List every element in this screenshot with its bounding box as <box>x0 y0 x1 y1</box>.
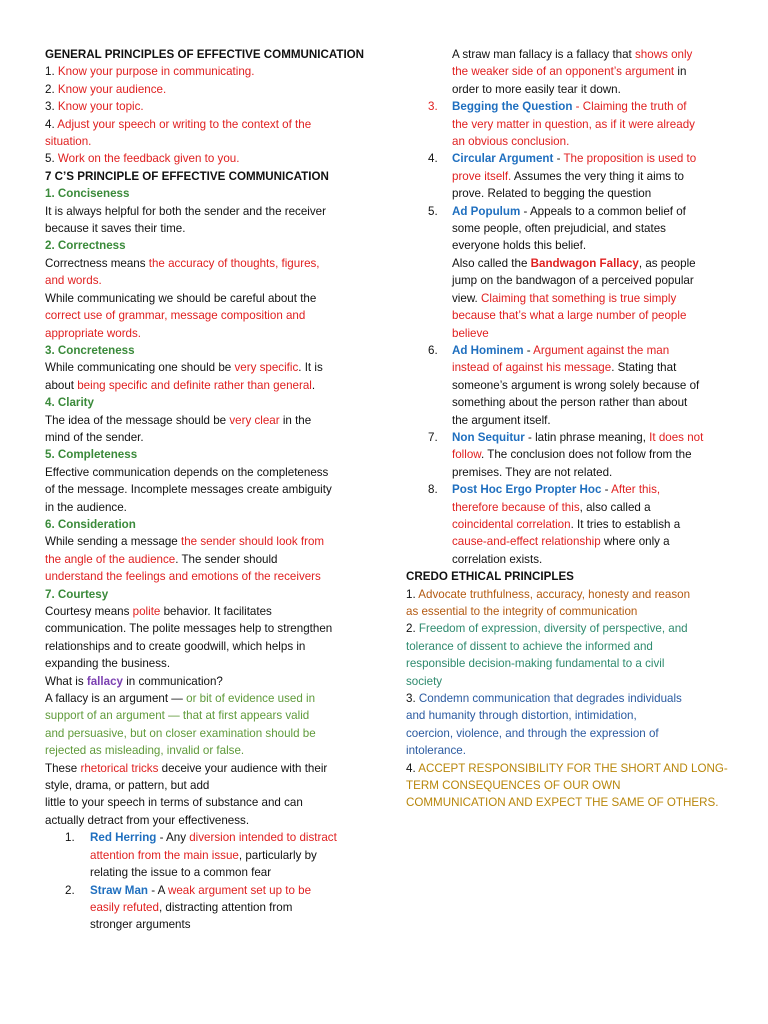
text-run: - A <box>147 883 168 897</box>
paragraph-line <box>452 98 728 115</box>
paragraph-line: mind of the sender. <box>45 430 144 444</box>
paragraph-line <box>452 429 728 446</box>
highlight-text: Claiming that something is true simply <box>481 291 677 305</box>
fallacy-item-non-sequitur <box>406 429 728 481</box>
text-run: What is <box>45 674 87 688</box>
text-run: A straw man fallacy is a fallacy that <box>452 48 635 61</box>
clarity-heading: 4. Clarity <box>45 396 94 410</box>
completeness-heading: 5. Completeness <box>45 448 138 462</box>
highlight-line: and words. <box>45 274 102 288</box>
item-text: Know your topic. <box>57 100 144 114</box>
credo-line: and humanity through distortion, intimidation, <box>406 709 637 723</box>
highlight-line: because that’s what a large number of people <box>452 309 687 323</box>
credo-item-4 <box>406 760 728 777</box>
text-run: , distracting attention from <box>158 900 293 914</box>
fallacy-term: fallacy <box>86 674 123 688</box>
paragraph-line: because it saves their time. <box>45 222 186 236</box>
highlight-line: support of an argument — that at first appears valid <box>45 709 310 723</box>
fallacy-name: Circular Argument <box>452 152 554 166</box>
text-run: - Any <box>156 831 190 845</box>
text-run: in communication? <box>122 674 223 688</box>
credo-heading: CREDO ETHICAL PRINCIPLES <box>406 570 574 584</box>
credo-line: coercion, violence, and through the expression of <box>406 726 659 740</box>
credo-item-1 <box>406 586 728 603</box>
paragraph-line <box>45 255 365 272</box>
text-run: - latin phrase meaning, <box>524 430 650 444</box>
item-number: 1. <box>65 831 75 845</box>
fallacy-item-ad-hominem <box>406 342 728 429</box>
highlight-text: rhetorical tricks <box>80 761 159 775</box>
consideration-heading: 6. Consideration <box>45 517 136 531</box>
paragraph-line: relating the issue to a common fear <box>90 866 272 880</box>
paragraph-line: style, drama, or pattern, but add <box>45 779 210 793</box>
text-run: in the <box>279 413 312 427</box>
credo-text: Freedom of expression, diversity of perspective, and <box>418 622 688 636</box>
highlight-text: Claiming the truth of <box>582 100 687 114</box>
paragraph-line <box>452 359 728 376</box>
paragraph-line: order to more easily tear it down. <box>452 82 621 96</box>
item-text: Know your audience. <box>57 82 167 96</box>
paragraph-line <box>452 255 728 272</box>
paragraph-line <box>452 46 728 63</box>
credo-text: ACCEPT RESPONSIBILITY FOR THE SHORT AND LONG- <box>418 761 728 775</box>
correctness-heading: 2. Correctness <box>45 239 126 253</box>
highlight-line: appropriate words. <box>45 326 142 340</box>
credo-line: as essential to the integrity of communication <box>406 605 638 618</box>
paragraph-line <box>45 359 365 376</box>
text-run: . It is <box>298 361 323 375</box>
item-number: 5. <box>45 152 55 166</box>
paragraph-line: little to your speech in terms of substance and can <box>45 796 303 810</box>
straw-man-continuation <box>406 46 728 98</box>
text-run: The idea of the message should be <box>45 413 230 427</box>
highlight-text: prove itself. <box>452 169 512 183</box>
highlight-text: shows only <box>635 48 693 61</box>
paragraph-line <box>90 829 365 846</box>
highlight-text: attention from the main issue <box>90 848 239 862</box>
fallacy-item-red-herring <box>45 829 365 881</box>
highlight-text: very clear <box>229 413 280 427</box>
seven-cs-heading: 7 C’S PRINCIPLE OF EFFECTIVE COMMUNICATION <box>45 169 329 183</box>
fallacy-item-ad-populum <box>406 203 728 342</box>
text-run: . Stating that <box>611 361 677 375</box>
paragraph-line <box>90 847 365 864</box>
paragraph-line: jump on the bandwagon of a perceived popular <box>452 274 694 288</box>
highlight-line: rejected as misleading, invalid or false. <box>45 744 245 758</box>
credo-item-3 <box>406 690 728 707</box>
courtesy-heading: 7. Courtesy <box>45 587 109 601</box>
highlight-text: polite <box>132 605 161 618</box>
text-run: Assumes the very thing it aims to <box>511 169 684 183</box>
paragraph-line <box>452 290 728 307</box>
paragraph-line <box>90 882 365 899</box>
paragraph-line <box>45 377 365 394</box>
paragraph-line: correlation exists. <box>452 552 543 566</box>
item-number: 1. <box>45 65 55 79</box>
highlight-line: and persuasive, but on closer examination should be <box>45 726 316 740</box>
paragraph-line: of the message. Incomplete messages create ambiguity <box>45 483 332 497</box>
item-number: 3. <box>45 100 55 114</box>
paragraph-line: everyone holds this belief. <box>452 239 587 253</box>
item-number: 2. <box>65 883 75 897</box>
highlight-text: easily refuted <box>90 900 159 914</box>
text-run: - <box>601 483 612 497</box>
paragraph-line: premises. They are not related. <box>452 465 613 479</box>
paragraph-line <box>452 150 728 167</box>
highlight-text: follow <box>452 448 482 462</box>
highlight-text: the angle of the audience <box>45 552 176 566</box>
paragraph-line <box>45 533 365 550</box>
text-run: While communicating one should be <box>45 361 235 375</box>
credo-item-2 <box>406 620 728 637</box>
item-number: 4. <box>45 117 55 131</box>
text-run: . The conclusion does not follow from the <box>481 448 692 462</box>
fallacy-item-straw-man <box>45 882 365 934</box>
text-run: . <box>311 378 316 392</box>
paragraph-line: expanding the business. <box>45 657 171 671</box>
text-run: - <box>572 100 583 114</box>
general-principles-heading: GENERAL PRINCIPLES OF EFFECTIVE COMMUNICATION <box>45 48 365 61</box>
text-run: , particularly by <box>238 848 317 862</box>
general-item-5 <box>45 150 365 167</box>
fallacy-question <box>45 673 365 690</box>
highlight-text: It does not <box>649 430 704 444</box>
credo-text: Condemn communication that degrades individuals <box>418 692 682 706</box>
text-run: A fallacy is an argument — <box>45 692 187 706</box>
paragraph-line <box>45 603 365 620</box>
paragraph-line <box>452 168 728 185</box>
item-number: 4. <box>406 761 419 775</box>
paragraph-line: prove. Related to begging the question <box>452 187 652 201</box>
text-run: While sending a message <box>45 535 181 549</box>
item-number: 6. <box>428 343 438 357</box>
paragraph-line <box>45 690 365 707</box>
paragraph-line <box>452 481 728 498</box>
highlight-text: instead of against his message <box>452 361 612 375</box>
item-number: 4. <box>428 152 438 166</box>
item-number: 1. <box>406 587 419 601</box>
paragraph-line: communication. The polite messages help to strengthen <box>45 622 333 636</box>
fallacy-name: Red Herring <box>90 831 157 845</box>
conciseness-heading: 1. Conciseness <box>45 187 130 201</box>
highlight-text: After this, <box>611 483 661 497</box>
highlight-text: very specific <box>234 361 299 375</box>
fallacy-item-circular-argument <box>406 150 728 202</box>
right-column <box>406 46 728 812</box>
item-number: 8. <box>428 483 438 497</box>
highlight-text: being specific and definite rather than general <box>77 378 312 392</box>
text-run: - <box>553 152 564 166</box>
text-run: where only a <box>600 535 670 549</box>
item-number: 2. <box>406 622 419 636</box>
credo-line: TERM CONSEQUENCES OF OUR OWN <box>406 779 621 793</box>
text-run: about <box>45 378 78 392</box>
credo-line: tolerance of dissent to achieve the informed and <box>406 639 653 653</box>
highlight-text: weak argument set up to be <box>167 883 312 897</box>
highlight-text: cause-and-effect relationship <box>452 535 601 549</box>
highlight-text: the accuracy of thoughts, figures, <box>148 256 320 270</box>
credo-line: responsible decision-making fundamental to a civil <box>406 657 665 671</box>
item-number: 3. <box>428 100 438 114</box>
item-number: 2. <box>45 82 55 96</box>
item-text: Know your purpose in communicating. <box>57 65 255 79</box>
paragraph-line <box>452 203 728 220</box>
text-run: behavior. It facilitates <box>160 605 272 618</box>
highlight-text: the sender should look from <box>180 535 325 549</box>
fallacy-item-begging-question <box>406 98 728 150</box>
paragraph-line <box>452 446 728 463</box>
general-item-3 <box>45 98 365 115</box>
paragraph-line: someone’s argument is wrong solely because of <box>452 378 700 392</box>
paragraph-line: While communicating we should be careful about the <box>45 291 317 305</box>
paragraph-line <box>45 551 365 568</box>
text-run: These <box>45 761 81 775</box>
paragraph-line: It is always helpful for both the sender and the receiver <box>45 204 326 218</box>
paragraph-line <box>452 533 728 550</box>
highlight-line: the very matter in question, as if it were already <box>452 117 695 131</box>
text-run: . The sender should <box>175 552 278 566</box>
highlight-text: therefore because of this <box>452 500 580 514</box>
text-run: , as people <box>638 256 696 270</box>
general-item-4 <box>45 116 365 133</box>
highlight-line: correct use of grammar, message composition and <box>45 309 306 323</box>
item-text: Work on the feedback given to you. <box>57 152 240 166</box>
left-column <box>45 46 365 934</box>
paragraph-line: the argument itself. <box>452 413 551 427</box>
fallacy-name: Ad Hominem <box>452 343 524 357</box>
text-run: . It tries to establish a <box>570 517 681 531</box>
item-text: Adjust your speech or writing to the context of the <box>57 117 312 131</box>
text-run: view. <box>452 291 481 305</box>
item-number: 3. <box>406 692 419 706</box>
paragraph-line <box>45 412 365 429</box>
paragraph-line <box>452 499 728 516</box>
item-number: 7. <box>428 430 438 444</box>
highlight-text: or bit of evidence used in <box>186 692 316 706</box>
fallacy-item-post-hoc <box>406 481 728 568</box>
bandwagon-term: Bandwagon Fallacy <box>530 256 639 270</box>
general-item-4-cont: situation. <box>45 135 92 149</box>
general-item-1 <box>45 63 365 80</box>
highlight-text: diversion intended to distract <box>189 831 337 845</box>
paragraph-line <box>452 516 728 533</box>
credo-line: society <box>406 674 443 688</box>
text-run: in <box>674 65 687 79</box>
item-number: 5. <box>428 204 438 218</box>
paragraph-line <box>45 760 365 777</box>
highlight-line: believe <box>452 326 489 340</box>
highlight-text: Argument against the man <box>533 343 670 357</box>
paragraph-line: in the audience. <box>45 500 127 514</box>
fallacy-name: Straw Man <box>90 883 148 897</box>
paragraph-line: relationships and to create goodwill, which helps in <box>45 639 306 653</box>
highlight-text: coincidental correlation <box>452 517 571 531</box>
general-item-2 <box>45 81 365 98</box>
paragraph-line: actually detract from your effectiveness. <box>45 813 250 827</box>
concreteness-heading: 3. Concreteness <box>45 343 135 357</box>
credo-text: Advocate truthfulness, accuracy, honesty and reason <box>418 587 691 601</box>
paragraph-line: Effective communication depends on the completeness <box>45 465 329 479</box>
text-run: - <box>523 343 534 357</box>
highlight-line: understand the feelings and emotions of the receivers <box>45 570 321 584</box>
credo-line: intolerance. <box>406 744 466 758</box>
text-run: Correctness means <box>45 256 149 270</box>
paragraph-line: some people, often prejudicial, and states <box>452 222 666 236</box>
highlight-text: The proposition is used to <box>563 152 697 166</box>
text-run: Also called the <box>452 256 531 270</box>
paragraph-line <box>90 899 365 916</box>
paragraph-line: stronger arguments <box>90 918 191 932</box>
fallacy-name: Ad Populum <box>452 204 521 218</box>
fallacy-name: Begging the Question <box>452 100 573 114</box>
fallacy-name: Non Sequitur <box>452 430 525 444</box>
paragraph-line <box>452 63 728 80</box>
highlight-text: the weaker side of an opponent’s argument <box>452 65 675 79</box>
credo-line: COMMUNICATION AND EXPECT THE SAME OF OTHERS. <box>406 796 719 810</box>
text-run: deceive your audience with their <box>158 761 328 775</box>
text-run: Courtesy means <box>45 605 133 618</box>
text-run: , also called a <box>579 500 651 514</box>
text-run: - Appeals to a common belief of <box>520 204 686 218</box>
paragraph-line <box>452 342 728 359</box>
fallacy-name: Post Hoc Ergo Propter Hoc <box>452 483 602 497</box>
highlight-line: an obvious conclusion. <box>452 135 570 149</box>
paragraph-line: something about the person rather than about <box>452 396 688 410</box>
